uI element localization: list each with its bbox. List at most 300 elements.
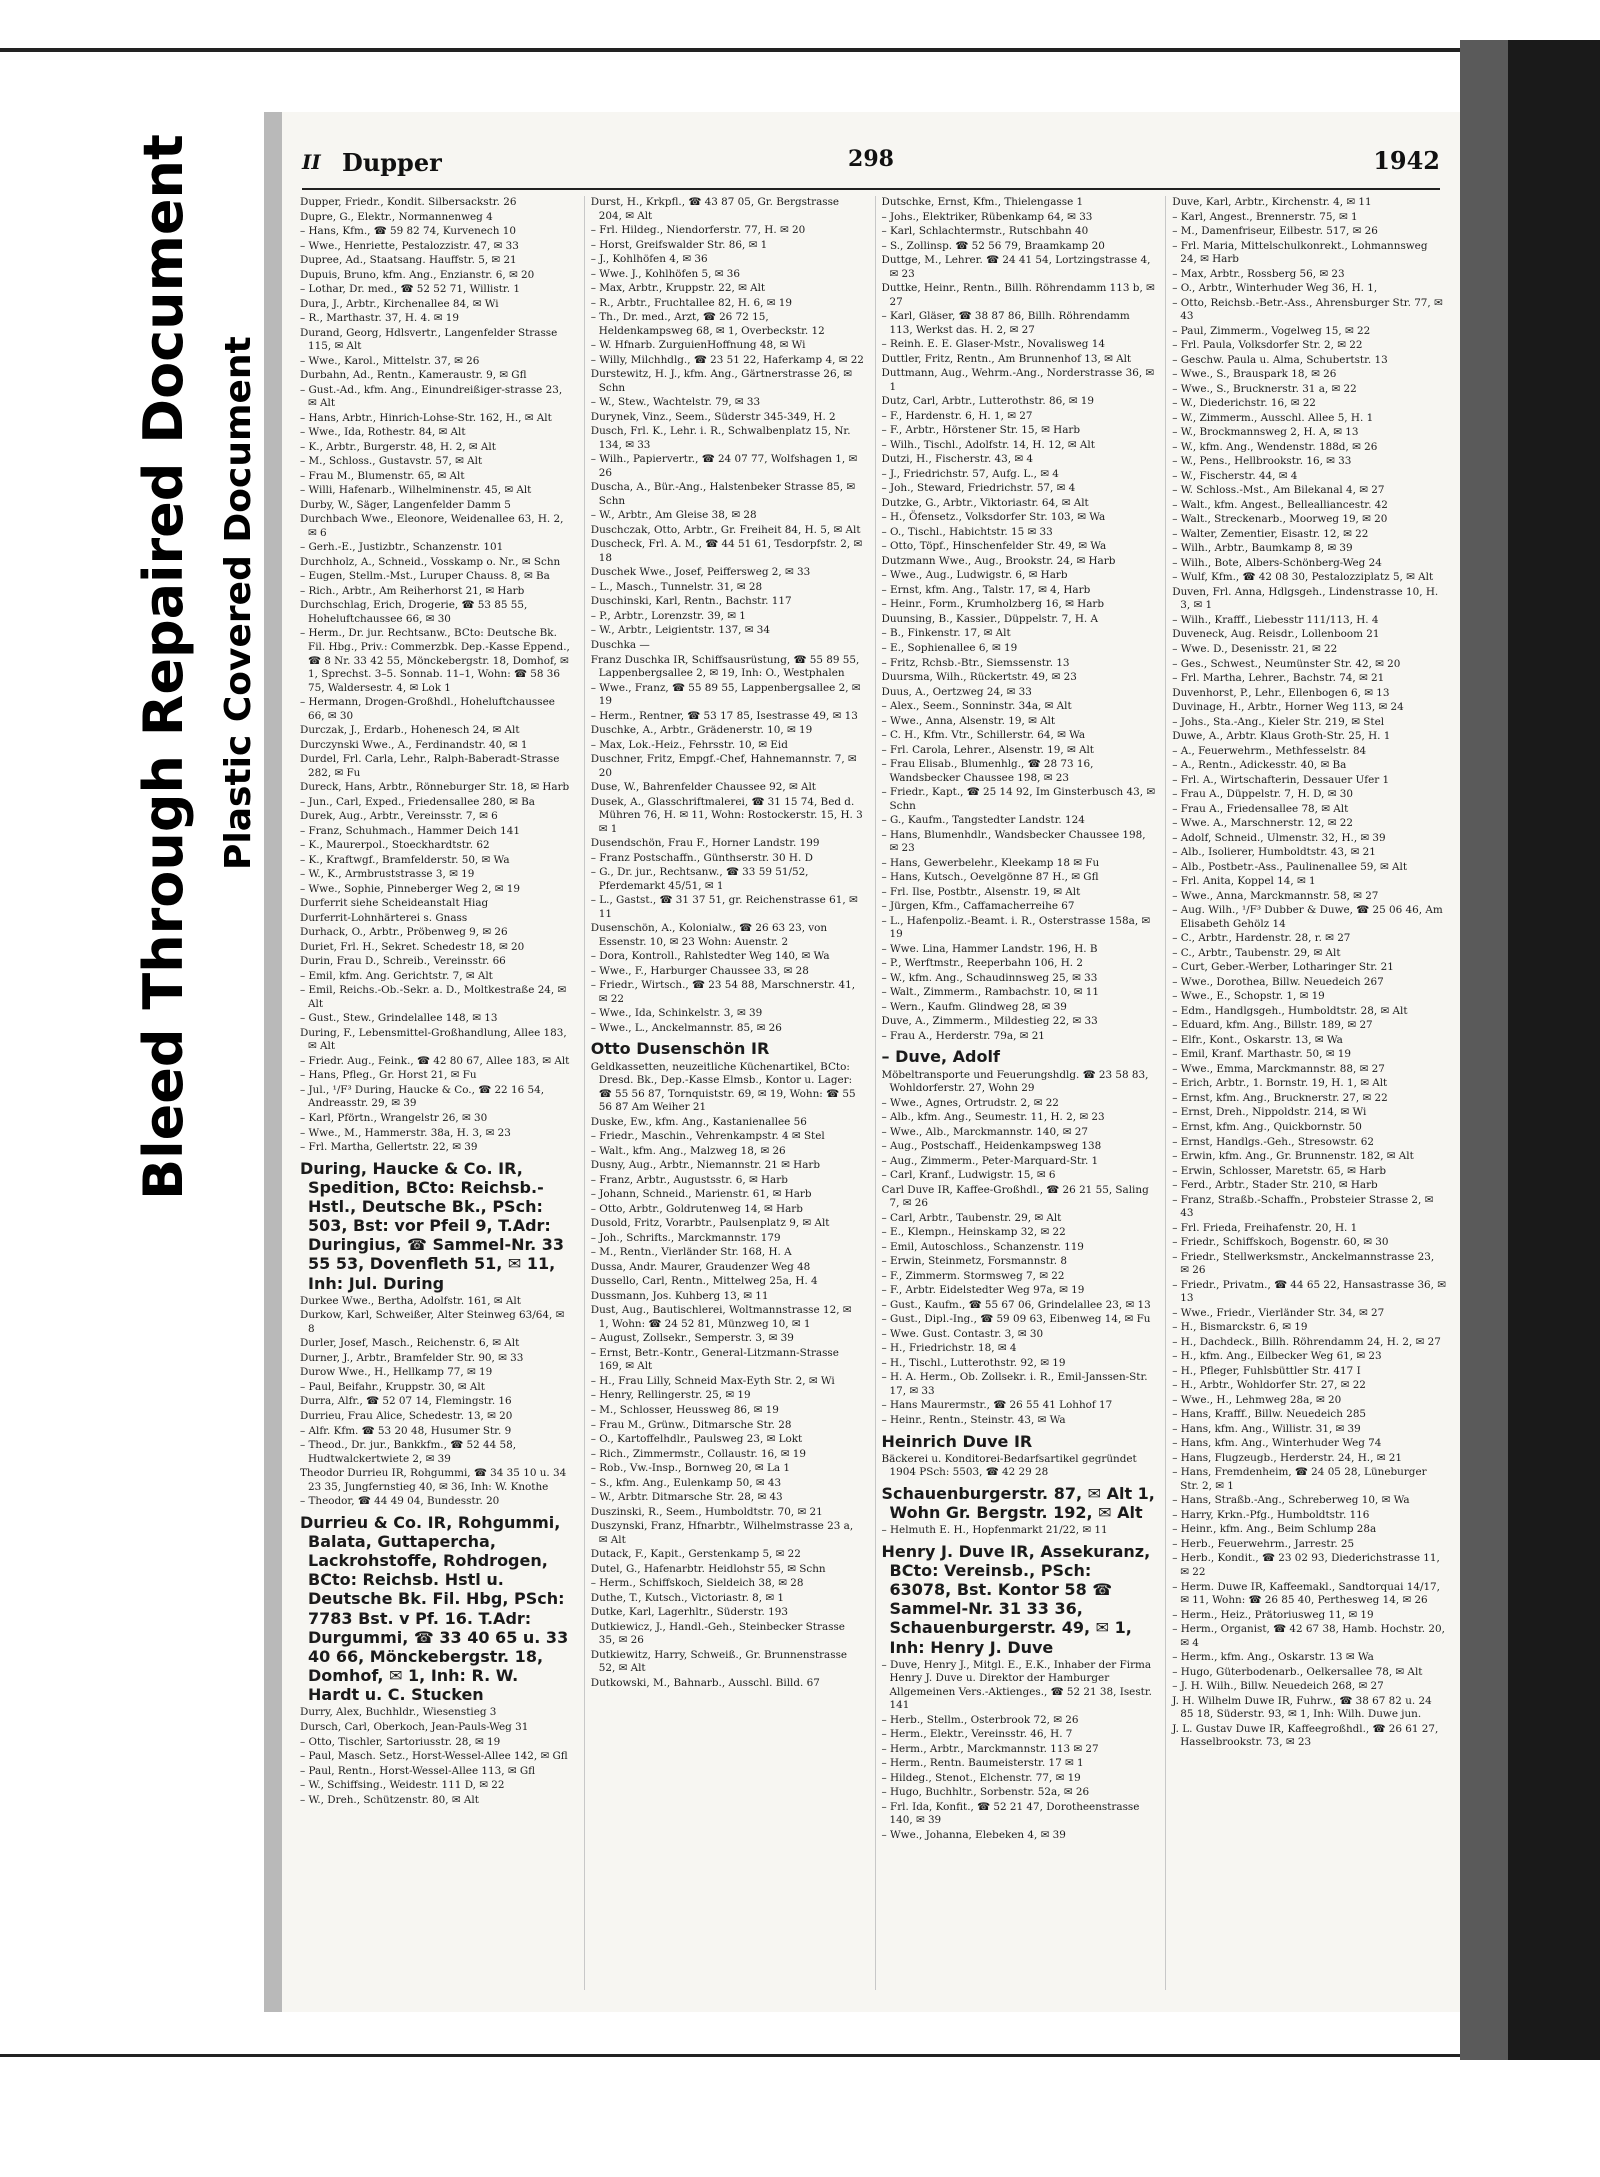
directory-entry: – Frl. Ilse, Postbtr., Alsenstr. 19, ✉ Alt xyxy=(881,885,1081,898)
directory-entry: Durferrit-Lohnhärterei s. Gnass xyxy=(300,911,468,924)
directory-entry: – Otto, Reichsb.-Betr.-Ass., Ahrensburger Str. 77, ✉ 43 xyxy=(1172,296,1443,323)
directory-entry: Dutkiewitz, Harry, Schweiß., Gr. Brunnenstrasse 52, ✉ Alt xyxy=(590,1648,848,1675)
directory-entry: Geldkassetten, neuzeitliche Küchenartikel, BCto: Dresd. Bk., Dep.-Kasse Elmsb., Kontor u. Lager: ☎ 55 56 87, Tornquiststr. 69, ✉ 19, Wohn: ☎ 55 56 87 Am Weiher 21 xyxy=(590,1060,856,1114)
directory-entry: Durchholz, A., Schneid., Vosskamp o. Nr., ✉ Schn xyxy=(300,555,561,568)
directory-entry: – K., Arbtr., Burgerstr. 48, H. 2, ✉ Alt xyxy=(300,440,496,453)
directory-entry: – Wwe., Dorothea, Billw. Neuedeich 267 xyxy=(1172,975,1384,988)
directory-entry: – W., Zimmerm., Ausschl. Allee 5, H. 1 xyxy=(1172,411,1374,424)
directory-entry: – Theodor, ☎ 44 49 04, Bundesstr. 20 xyxy=(300,1495,500,1508)
directory-entry: – Wwe., Johanna, Elebeken 4, ✉ 39 xyxy=(881,1828,1066,1841)
directory-entry: – Wwe., E., Schopstr. 1, ✉ 19 xyxy=(1172,990,1325,1003)
column-4 xyxy=(1165,196,1446,1990)
directory-entry: – Max, Arbtr., Kruppstr. 22, ✉ Alt xyxy=(590,282,766,295)
directory-entry: – O., Kartoffelhdlr., Paulsweg 23, ✉ Lokt xyxy=(590,1433,803,1446)
directory-entry: – W., Schiffsing., Weidestr. 111 D, ✉ 22 xyxy=(300,1779,505,1792)
directory-entry: – Hans, Fremdenheim, ☎ 24 05 28, Lüneburger Str. 2, ✉ 1 xyxy=(1172,1466,1427,1492)
directory-entry: – Frl. Ida, Konfit., ☎ 52 21 47, Dorotheenstrasse 140, ✉ 39 xyxy=(881,1800,1140,1827)
directory-columns xyxy=(300,196,1446,1990)
directory-entry: – H., Arbtr., Wohldorfer Str. 27, ✉ 22 xyxy=(1172,1379,1366,1392)
directory-entry: Dureck, Hans, Arbtr., Rönneburger Str. 18, ✉ Harb xyxy=(300,781,570,794)
directory-entry: Duvinage, H., Arbtr., Horner Weg 113, ✉ 24 xyxy=(1172,701,1404,714)
directory-entry: – Emil, kfm. Ang. Gerichtstr. 7, ✉ Alt xyxy=(300,969,493,982)
directory-entry: Durkee Wwe., Bertha, Adolfstr. 161, ✉ Alt xyxy=(300,1294,521,1307)
directory-entry: Duschinski, Karl, Rentn., Bachstr. 117 xyxy=(590,595,792,608)
directory-entry: Dura, J., Arbtr., Kirchenallee 84, ✉ Wi xyxy=(300,297,499,310)
directory-entry: – Eduard, kfm. Ang., Billstr. 189, ✉ 27 xyxy=(1172,1019,1373,1032)
document-page xyxy=(264,112,1460,2012)
directory-entry: – J., Friedrichstr. 57, Aufg. L., ✉ 4 xyxy=(881,467,1059,480)
directory-entry: – Karl, Gläser, ☎ 38 87 86, Billh. Röhrendamm 113, Werkst das. H. 2, ✉ 27 xyxy=(881,310,1130,336)
directory-entry: – Friedr. Aug., Feink., ☎ 42 80 67, Allee 183, ✉ Alt xyxy=(300,1054,570,1067)
directory-entry: Durra, Alfr., ☎ 52 07 14, Flemingstr. 16 xyxy=(300,1395,512,1408)
directory-entry: – Emil, Reichs.-Ob.-Sekr. a. D., Moltkestraße 24, ✉ Alt xyxy=(300,984,567,1010)
directory-entry: – Alb., kfm. Ang., Seumestr. 11, H. 2, ✉ 23 xyxy=(881,1111,1105,1124)
directory-entry: Dutack, F., Kapit., Gerstenkamp 5, ✉ 22 xyxy=(590,1548,801,1561)
directory-entry: – Adolf, Schneid., Ulmenstr. 32, H., ✉ 39 xyxy=(1172,831,1386,844)
directory-entry: – Wwe. A., Marschnerstr. 12, ✉ 22 xyxy=(1172,817,1353,830)
directory-entry: During, F., Lebensmittel-Großhandlung, Allee 183, ✉ Alt xyxy=(300,1026,567,1053)
directory-entry: – Frl. A., Wirtschafterin, Dessauer Ufer 1 xyxy=(1172,773,1390,786)
header-year: 1942 xyxy=(1373,146,1440,175)
page-header xyxy=(302,142,1440,182)
directory-entry: – Franz Postschaffn., Günthserstr. 30 H. D xyxy=(590,851,813,864)
directory-entry: – W., Stew., Wachtelstr. 79, ✉ 33 xyxy=(590,396,761,409)
directory-entry: Durchschlag, Erich, Drogerie, ☎ 53 85 55, Hoheluftchaussee 66, ✉ 30 xyxy=(300,599,528,625)
directory-entry: – H. A. Herm., Ob. Zollsekr. i. R., Emil-Janssen-Str. 17, ✉ 33 xyxy=(881,1371,1148,1397)
directory-entry: – Ferd., Arbtr., Stader Str. 210, ✉ Harb xyxy=(1172,1179,1378,1192)
directory-entry: Dutke, Karl, Lagerhltr., Süderstr. 193 xyxy=(590,1606,788,1619)
directory-entry: – Johs., Sta.-Ang., Kieler Str. 219, ✉ Stel xyxy=(1172,715,1385,728)
directory-entry: Dussmann, Jos. Kuhberg 13, ✉ 11 xyxy=(590,1289,769,1302)
directory-entry: – F., Zimmerm. Stormsweg 7, ✉ 22 xyxy=(881,1269,1065,1282)
directory-entry: – Ernst, Handlgs.-Geh., Stresowstr. 62 xyxy=(1172,1135,1374,1148)
directory-entry: – W., kfm. Ang., Schaudinnsweg 25, ✉ 33 xyxy=(881,971,1098,984)
directory-entry: Durkow, Karl, Schweißer, Alter Steinweg 63/64, ✉ 8 xyxy=(300,1309,565,1335)
directory-entry: – Otto, Tischler, Sartoriusstr. 28, ✉ 19 xyxy=(300,1735,501,1748)
directory-entry: – Rich., Arbtr., Am Reiherhorst 21, ✉ Harb xyxy=(300,584,525,597)
directory-entry: – Gerh.-E., Justizbtr., Schanzenstr. 101 xyxy=(300,541,504,554)
directory-entry: Duschka — xyxy=(590,638,650,651)
directory-entry: Durry, Alex, Buchhldr., Wiesenstieg 3 xyxy=(300,1706,497,1719)
directory-entry: – Aug., Zimmerm., Peter-Marquard-Str. 1 xyxy=(881,1154,1099,1167)
directory-entry: – Willi, Hafenarb., Wilhelminenstr. 45, ✉ Alt xyxy=(300,484,532,497)
directory-entry: – W., Dreh., Schützenstr. 80, ✉ Alt xyxy=(300,1793,479,1806)
directory-entry: Duriet, Frl. H., Sekret. Schedestr 18, ✉ 20 xyxy=(300,940,525,953)
directory-entry: – Max, Arbtr., Rossberg 56, ✉ 23 xyxy=(1172,267,1345,280)
directory-entry: Dusch, Frl. K., Lehr. i. R., Schwalbenplatz 15, Nr. 134, ✉ 33 xyxy=(590,425,851,451)
directory-entry: – Frau A., Friedensallee 78, ✉ Alt xyxy=(1172,802,1349,815)
directory-entry: – Herb., Kondit., ☎ 23 02 93, Diederichstrasse 11, ✉ 22 xyxy=(1172,1552,1440,1578)
directory-entry: – W., kfm. Ang., Wendenstr. 188d, ✉ 26 xyxy=(1172,440,1378,453)
directory-entry: – Herm., Heiz., Prätoriusweg 11, ✉ 19 xyxy=(1172,1608,1374,1621)
directory-entry: Duscha, A., Bür.-Ang., Halstenbeker Strasse 85, ✉ Schn xyxy=(590,481,856,507)
directory-entry: – Walt., Zimmerm., Rambachstr. 10, ✉ 11 xyxy=(881,986,1099,999)
directory-entry: Dutkiewicz, J., Handl.-Geh., Steinbecker Strasse 35, ✉ 26 xyxy=(590,1620,845,1647)
directory-entry: – Wwe., Ida, Schinkelstr. 3, ✉ 39 xyxy=(590,1007,763,1020)
directory-entry: Duschke, A., Arbtr., Grädenerstr. 10, ✉ 19 xyxy=(590,724,813,737)
directory-entry: – Franz, Arbtr., Augustsstr. 6, ✉ Harb xyxy=(590,1173,788,1186)
directory-entry: – H., Tischl., Lutterothstr. 92, ✉ 19 xyxy=(881,1356,1066,1369)
directory-entry: Duursma, Wilh., Rückertstr. 49, ✉ 23 xyxy=(881,671,1077,684)
directory-entry: – Wwe., Sophie, Pinneberger Weg 2, ✉ 19 xyxy=(300,882,520,895)
directory-entry: – W., Arbtr., Am Gleise 38, ✉ 28 xyxy=(590,509,757,522)
directory-entry: – Wwe., Franz, ☎ 55 89 55, Lappenbergsallee 2, ✉ 19 xyxy=(590,681,861,708)
directory-entry: Dusenschön, A., Kolonialw., ☎ 26 63 23, von Essenstr. 10, ✉ 23 Wohn: Auenstr. 2 xyxy=(590,922,828,948)
directory-entry: – Frl. Paula, Volksdorfer Str. 2, ✉ 22 xyxy=(1172,339,1363,352)
directory-entry: – Wwe., Ida, Rothestr. 84, ✉ Alt xyxy=(300,426,466,439)
directory-entry: – G., Dr. jur., Rechtsanw., ☎ 33 59 51/52, Pferdemarkt 45/51, ✉ 1 xyxy=(590,866,809,892)
directory-entry: – H., Pfleger, Fuhlsbüttler Str. 417 I xyxy=(1172,1364,1361,1377)
directory-entry: – W., Diederichstr. 16, ✉ 22 xyxy=(1172,397,1316,410)
directory-entry: – Wwe., Anna, Alsenstr. 19, ✉ Alt xyxy=(881,714,1056,727)
directory-entry: – Gust.-Ad., kfm. Ang., Einundreißiger-strasse 23, ✉ Alt xyxy=(300,383,563,410)
directory-entry: Dutzmann Wwe., Aug., Brookstr. 24, ✉ Harb xyxy=(881,554,1116,567)
directory-entry: Duttke, Heinr., Rentn., Billh. Röhrendamm 113 b, ✉ 27 xyxy=(881,282,1155,308)
directory-entry: – Joh., Schrifts., Marckmannstr. 179 xyxy=(590,1231,781,1244)
directory-entry: – Th., Dr. med., Arzt, ☎ 26 72 15, Heldenkampsweg 68, ✉ 1, Overbeckstr. 12 xyxy=(590,311,825,337)
directory-entry: – Alb., Isolierer, Humboldtstr. 43, ✉ 21 xyxy=(1172,846,1376,859)
directory-entry: – W., Pens., Hellbrookstr. 16, ✉ 33 xyxy=(1172,455,1352,468)
directory-entry: – Frl. Anita, Koppel 14, ✉ 1 xyxy=(1172,875,1316,888)
directory-entry: – W., Brockmannsweg 2, H. A, ✉ 13 xyxy=(1172,426,1359,439)
directory-entry: – Wwe., Anna, Marckmannstr. 58, ✉ 27 xyxy=(1172,889,1379,902)
directory-entry: – Emil, Autoschloss., Schanzenstr. 119 xyxy=(881,1240,1084,1253)
directory-entry: Durhack, O., Arbtr., Pröbenweg 9, ✉ 26 xyxy=(300,926,508,939)
directory-entry: – Frau Elisab., Blumenhlg., ☎ 28 73 16, Wandsbecker Chaussee 198, ✉ 23 xyxy=(881,758,1094,784)
directory-entry: – Hans, Kfm., ☎ 59 82 74, Kurvenech 10 xyxy=(300,225,516,238)
directory-entry: – H., Frau Lilly, Schneid Max-Eyth Str. 2, ✉ Wi xyxy=(590,1374,835,1387)
directory-entry: – Walter, Zementier, Eisastr. 12, ✉ 22 xyxy=(1172,527,1369,540)
directory-entry: – G., Kaufm., Tangstedter Landstr. 124 xyxy=(881,814,1085,827)
directory-entry: Durstewitz, H. J., kfm. Ang., Gärtnerstrasse 26, ✉ Schn xyxy=(590,368,852,394)
directory-entry: – Aug. Wilh., ¹/F³ Dubber & Duwe, ☎ 25 06 46, Am Elisabeth Gehölz 14 xyxy=(1172,904,1443,930)
column-3 xyxy=(875,196,1156,1990)
directory-entry: – Wwe. Gust. Contastr. 3, ✉ 30 xyxy=(881,1327,1044,1340)
directory-entry: Durchbach Wwe., Eleonore, Weidenallee 63, H. 2, ✉ 6 xyxy=(300,513,564,539)
column-1 xyxy=(300,196,574,1990)
directory-entry: – O., Arbtr., Winterhuder Weg 36, H. 1, xyxy=(1172,282,1378,295)
directory-entry: Dutkowski, M., Bahnarb., Ausschl. Billd. 67 xyxy=(590,1676,820,1689)
page-number: 298 xyxy=(848,146,894,172)
directory-entry: – Jun., Carl, Exped., Friedensallee 280, ✉ Ba xyxy=(300,795,535,808)
directory-entry: Duschner, Fritz, Empgf.-Chef, Hahnemannstr. 7, ✉ 20 xyxy=(590,753,857,779)
directory-entry: Duveneck, Aug. Reisdr., Lollenboom 21 xyxy=(1172,628,1380,641)
directory-entry: – Eugen, Stellm.-Mst., Luruper Chauss. 8, ✉ Ba xyxy=(300,570,550,583)
directory-entry: Dusek, A., Glasschriftmalerei, ☎ 31 15 74, Bed d. Mühren 76, H. ✉ 11, Wohn: Rostockerstr. 15, H. 3 ✉ 1 xyxy=(590,795,863,835)
directory-entry: Duven, Frl. Anna, Hdlgsgeh., Lindenstrasse 10, H. 3, ✉ 1 xyxy=(1172,585,1439,612)
directory-entry: – W., Arbtr., Leigientstr. 137, ✉ 34 xyxy=(590,624,771,637)
directory-entry: Dupuis, Bruno, kfm. Ang., Enzianstr. 6, ✉ 20 xyxy=(300,268,535,281)
directory-entry: Duvenhorst, P., Lehr., Ellenbogen 6, ✉ 13 xyxy=(1172,686,1390,699)
directory-entry: Dupper, Friedr., Kondit. Silbersackstr. 26 xyxy=(300,196,517,208)
directory-entry: Duscheck, Frl. A. M., ☎ 44 51 61, Tesdorpfstr. 2, ✉ 18 xyxy=(590,538,863,564)
directory-entry: Bäckerei u. Konditorei-Bedarfsartikel gegründet 1904 PSch: 5503, ☎ 42 29 28 xyxy=(881,1452,1137,1479)
directory-entry: – Frau M., Blumenstr. 65, ✉ Alt xyxy=(300,469,465,482)
directory-entry: – Alb., Postbetr.-Ass., Paulinenallee 59, ✉ Alt xyxy=(1172,860,1408,873)
directory-entry: – Hans, Kutsch., Oevelgönne 87 H., ✉ Gfl xyxy=(881,871,1099,884)
directory-entry: – Jürgen, Kfm., Caffamacherreihe 67 xyxy=(881,900,1075,913)
directory-entry: – Wwe., L., Anckelmannstr. 85, ✉ 26 xyxy=(590,1021,782,1034)
directory-entry: – Wwe., Emma, Marckmannstr. 88, ✉ 27 xyxy=(1172,1062,1385,1075)
scanner-border-shadow xyxy=(1460,40,1508,2060)
directory-entry: – B., Finkenstr. 17, ✉ Alt xyxy=(881,627,1011,640)
directory-entry: – Paul, Zimmerm., Vogelweg 15, ✉ 22 xyxy=(1172,324,1371,337)
directory-entry: – Wwe., H., Lehmweg 28a, ✉ 20 xyxy=(1172,1393,1342,1406)
directory-entry: Duschek Wwe., Josef, Peiffersweg 2, ✉ 33 xyxy=(590,566,811,579)
directory-entry: Duschczak, Otto, Arbtr., Gr. Freiheit 84, H. 5, ✉ Alt xyxy=(590,523,861,536)
directory-entry: – K., Maurerpol., Stoeckhardtstr. 62 xyxy=(300,839,490,852)
directory-entry: – Alfr. Kfm. ☎ 53 20 48, Husumer Str. 9 xyxy=(300,1424,512,1437)
directory-entry: – Herb., Stellm., Osterbrook 72, ✉ 26 xyxy=(881,1713,1079,1726)
directory-entry: – Frau A., Düppelstr. 7, H. D, ✉ 30 xyxy=(1172,788,1353,801)
directory-entry: Theodor Durrieu IR, Rohgummi, ☎ 34 35 10 u. 34 23 35, Jungfernstieg 40, ✉ 36, Inh: W. Knothe xyxy=(300,1467,567,1493)
directory-entry: – R., Arbtr., Fruchtallee 82, H. 6, ✉ 19 xyxy=(590,296,792,309)
directory-entry: – Geschw. Paula u. Alma, Schubertstr. 13 xyxy=(1172,353,1388,366)
directory-entry: – Wulf, Kfm., ☎ 42 08 30, Pestalozziplatz 5, ✉ Alt xyxy=(1172,571,1434,584)
directory-entry: – Frau M., Grünw., Ditmarsche Str. 28 xyxy=(590,1418,792,1431)
directory-entry: – H., kfm. Ang., Eilbecker Weg 61, ✉ 23 xyxy=(1172,1350,1382,1363)
directory-entry: – Emil, Kranf. Marthastr. 50, ✉ 19 xyxy=(1172,1048,1351,1061)
directory-entry: Durdel, Frl. Carla, Lehr., Ralph-Baberadt-Strasse 282, ✉ Fu xyxy=(300,753,560,779)
directory-entry: – Wwe. Lina, Hammer Landstr. 196, H. B xyxy=(881,942,1098,955)
directory-entry: – W., K., Armbruststrasse 3, ✉ 19 xyxy=(300,868,475,881)
directory-entry: – Hans, Straßb.-Ang., Schreberweg 10, ✉ Wa xyxy=(1172,1494,1410,1507)
header-rule xyxy=(302,188,1440,190)
directory-entry: Durow Wwe., H., Hellkamp 77, ✉ 19 xyxy=(300,1366,493,1379)
directory-entry: – Otto, Töpf., Hinschenfelder Str. 49, ✉ Wa xyxy=(881,540,1107,553)
directory-entry: Duszynski, Franz, Hfnarbtr., Wilhelmstrasse 23 a, ✉ Alt xyxy=(590,1520,854,1546)
directory-entry: – Erwin, Schlosser, Maretstr. 65, ✉ Harb xyxy=(1172,1164,1387,1177)
directory-entry: – Gust., Kaufm., ☎ 55 67 06, Grindelallee 23, ✉ 13 xyxy=(881,1298,1151,1311)
directory-entry: – Curt, Geber.-Werber, Lotharinger Str. 21 xyxy=(1172,961,1394,974)
directory-entry: – Frl. Carola, Lehrer., Alsenstr. 19, ✉ Alt xyxy=(881,743,1094,756)
directory-entry: Dutel, G., Hafenarbtr. Heidlohstr 55, ✉ Schn xyxy=(590,1562,826,1575)
directory-entry: – Walt., Streckenarb., Moorweg 19, ✉ 20 xyxy=(1172,513,1388,526)
directory-entry: – Wwe., F., Harburger Chaussee 33, ✉ 28 xyxy=(590,964,809,977)
directory-entry: – L., Gastst., ☎ 31 37 51, gr. Reichenstrasse 61, ✉ 11 xyxy=(590,894,858,920)
directory-entry: – C., Arbtr., Hardenstr. 28, r. ✉ 27 xyxy=(1172,932,1351,945)
directory-entry: – Erwin, Steinmetz, Forsmannstr. 8 xyxy=(881,1255,1067,1268)
directory-entry: – Wwe., S., Brucknerstr. 31 a, ✉ 22 xyxy=(1172,382,1357,395)
directory-entry: – Harry, Krkn.-Pfg., Humboldtstr. 116 xyxy=(1172,1508,1370,1521)
directory-entry: Möbeltransporte und Feuerungshdlg. ☎ 23 58 83, Wohldorferstr. 27, Wohn 29 xyxy=(881,1068,1149,1095)
directory-entry: – Wilh., Krafff., Liebesstr 111/113, H. 4 xyxy=(1172,613,1379,626)
directory-entry: – Wern., Kaufm. Glindweg 28, ✉ 39 xyxy=(881,1000,1067,1013)
directory-entry: Dutzi, H., Fischerstr. 43, ✉ 4 xyxy=(881,453,1033,466)
directory-entry: – Lothar, Dr. med., ☎ 52 52 71, Willistr. 1 xyxy=(300,283,520,296)
directory-entry: Dusold, Fritz, Vorarbtr., Paulsenplatz 9, ✉ Alt xyxy=(590,1217,830,1230)
directory-entry: – Wilh., Arbtr., Baumkamp 8, ✉ 39 xyxy=(1172,542,1353,555)
directory-entry: – A., Rentn., Adickesstr. 40, ✉ Ba xyxy=(1172,759,1347,772)
directory-entry: – Max, Lok.-Heiz., Fehrsstr. 10, ✉ Eid xyxy=(590,738,788,751)
directory-entry: – P., Werftmstr., Reeperbahn 106, H. 2 xyxy=(881,957,1083,970)
directory-entry: – H., Bismarckstr. 6, ✉ 19 xyxy=(1172,1321,1308,1334)
directory-entry: – Joh., Steward, Friedrichstr. 57, ✉ 4 xyxy=(881,482,1076,495)
directory-entry: – Herm., Organist, ☎ 42 67 38, Hamb. Hochstr. 20, ✉ 4 xyxy=(1172,1623,1445,1649)
directory-entry: – Hans, kfm. Ang., Winterhuder Weg 74 xyxy=(1172,1437,1382,1450)
page-surface xyxy=(282,112,1460,2012)
directory-entry: – Hans, Flugzeugb., Herderstr. 24, H., ✉ 21 xyxy=(1172,1451,1402,1464)
directory-entry: – P., Arbtr., Lorenzstr. 39, ✉ 1 xyxy=(590,609,746,622)
directory-entry: – Erwin, kfm. Ang., Gr. Brunnenstr. 182, ✉ Alt xyxy=(1172,1150,1414,1163)
directory-entry: – Willy, Milchhdlg., ☎ 23 51 22, Haferkamp 4, ✉ 22 xyxy=(590,353,864,366)
directory-entry: Dutz, Carl, Arbtr., Lutterothstr. 86, ✉ 19 xyxy=(881,395,1095,408)
directory-entry: – Wilh., Papiervertr., ☎ 24 07 77, Wolfshagen 1, ✉ 26 xyxy=(590,453,858,479)
directory-entry: – Paul, Masch. Setz., Horst-Wessel-Allee 142, ✉ Gfl xyxy=(300,1750,568,1763)
directory-entry: – Herm., Dr. jur. Rechtsanw., BCto: Deutsche Bk. Fil. Hbg., Priv.: Commerzbk. Dep.-Kasse Eppend., ☎ 8 Nr. 33 42 55, Mönckebergstr. 18, Domhof, ✉ 1, Sprechst. 3–5. Sonnab. 11–1, Wohn: ☎ 58 36 75, Waldersestr. 4, ✉ Lok 1 xyxy=(300,627,570,694)
directory-entry: Durek, Aug., Arbtr., Vereinsstr. 7, ✉ 6 xyxy=(300,810,498,823)
directory-entry: – Frl. Martha, Lehrer., Bachstr. 74, ✉ 21 xyxy=(1172,672,1385,685)
directory-entry: – W., Arbtr. Ditmarsche Str. 28, ✉ 43 xyxy=(590,1491,783,1504)
directory-entry: – Wwe., S., Brauspark 18, ✉ 26 xyxy=(1172,368,1337,381)
directory-entry: – Karl, Pförtn., Wrangelstr 26, ✉ 30 xyxy=(300,1112,488,1124)
directory-entry: Dursch, Carl, Oberkoch, Jean-Pauls-Weg 31 xyxy=(300,1720,529,1733)
directory-entry: – Friedr., Schiffskoch, Bogenstr. 60, ✉ 30 xyxy=(1172,1236,1389,1249)
directory-entry: – Franz, Straßb.-Schaffn., Probsteier Strasse 2, ✉ 43 xyxy=(1172,1193,1434,1220)
directory-entry: – Frl. Martha, Gellertstr. 22, ✉ 39 xyxy=(300,1141,478,1154)
directory-entry: Duszinski, R., Seem., Humboldtstr. 70, ✉ 21 xyxy=(590,1505,823,1518)
directory-entry: – Gust., Stew., Grindelallee 148, ✉ 13 xyxy=(300,1012,498,1025)
directory-entry: – Edm., Handlgsgeh., Humboldtstr. 28, ✉ Alt xyxy=(1172,1004,1408,1017)
directory-entry: – Heinr., kfm. Ang., Beim Schlump 28a xyxy=(1172,1523,1377,1536)
directory-entry: – Hans, Blumenhdlr., Wandsbecker Chaussee 198, ✉ 23 xyxy=(881,828,1146,855)
directory-entry: – Hans Maurermstr., ☎ 26 55 41 Lohhof 17 xyxy=(881,1399,1113,1412)
directory-entry: Durbahn, Ad., Rentn., Kameraustr. 9, ✉ Gfl xyxy=(300,369,527,382)
directory-entry: – Paul, Rentn., Horst-Wessel-Allee 113, ✉ Gfl xyxy=(300,1764,536,1777)
directory-entry: – M., Schlosser, Heussweg 86, ✉ 19 xyxy=(590,1403,779,1416)
directory-heading-entry: During, Haucke & Co. IR, Spedition, BCto: Reichsb.-Hstl., Deutsche Bk., PSch: 503, Bst: vor Pfeil 9, T.Adr: Duringius, ☎ Sammel-Nr. 33 55 53, Dovenfleth 51, ✉ 11, Inh: Jul. During xyxy=(300,1158,564,1293)
directory-entry: – Rob., Vw.-Insp., Bornweg 20, ✉ La 1 xyxy=(590,1462,790,1475)
directory-entry: – Rich., Zimmermstr., Collaustr. 16, ✉ 19 xyxy=(590,1447,807,1460)
scan-top-edge xyxy=(0,48,1600,52)
directory-entry: – Wilh., Tischl., Adolfstr. 14, H. 12, ✉ Alt xyxy=(881,438,1095,451)
directory-entry: Durrieu, Frau Alice, Schedestr. 13, ✉ 20 xyxy=(300,1409,513,1422)
directory-entry: J. L. Gustav Duwe IR, Kaffeegroßhdl., ☎ 26 61 27, Hasselbrookstr. 73, ✉ 23 xyxy=(1172,1722,1439,1749)
directory-entry: – Jul., ¹/F³ During, Haucke & Co., ☎ 22 16 54, Andreasstr. 29, ✉ 39 xyxy=(300,1083,545,1110)
directory-entry: – Ges., Schwest., Neumünster Str. 42, ✉ 20 xyxy=(1172,657,1401,670)
directory-entry: Durin, Frau D., Schreib., Vereinsstr. 66 xyxy=(300,955,506,968)
directory-entry: – W. Hfnarb. ZurguienHoffnung 48, ✉ Wi xyxy=(590,339,806,352)
label-bleed-through: Bleed Through xyxy=(132,755,195,1200)
directory-entry: – Wwe., M., Hammerstr. 38a, H. 3, ✉ 23 xyxy=(300,1126,511,1139)
directory-entry: – Hildeg., Stenot., Elchenstr. 77, ✉ 19 xyxy=(881,1771,1081,1784)
directory-entry: Duttge, M., Lehrer. ☎ 24 41 54, Lortzingstrasse 4, ✉ 23 xyxy=(881,254,1151,280)
directory-entry: Dussa, Andr. Maurer, Graudenzer Weg 48 xyxy=(590,1260,811,1273)
directory-entry: – Wwe., Agnes, Ortrudstr. 2, ✉ 22 xyxy=(881,1096,1059,1109)
directory-entry: – H., Friedrichstr. 18, ✉ 4 xyxy=(881,1342,1017,1355)
directory-entry: – Frl. Maria, Mittelschulkonrekt., Lohmannsweg 24, ✉ Harb xyxy=(1172,239,1428,266)
directory-entry: – Wwe., Alb., Marckmannstr. 140, ✉ 27 xyxy=(881,1125,1088,1138)
directory-entry: – August, Zollsekr., Semperstr. 3, ✉ 39 xyxy=(590,1332,794,1345)
column-2 xyxy=(584,196,865,1990)
directory-entry: – M., Schloss., Gustavstr. 57, ✉ Alt xyxy=(300,455,483,468)
directory-entry: – Herm., kfm. Ang., Oskarstr. 13 ✉ Wa xyxy=(1172,1651,1374,1664)
directory-heading-entry: Heinrich Duve IR xyxy=(881,1431,1033,1451)
directory-entry: – Heinr., Form., Krumholzberg 16, ✉ Harb xyxy=(881,598,1105,611)
directory-heading-entry: – Duve, Adolf xyxy=(881,1047,1000,1067)
directory-entry: – Gust., Dipl.-Ing., ☎ 59 09 63, Eibenweg 14, ✉ Fu xyxy=(881,1313,1151,1326)
running-title: Dupper xyxy=(342,148,442,177)
directory-entry: Duthe, T., Kutsch., Victoriastr. 8, ✉ 1 xyxy=(590,1591,785,1604)
directory-entry: – F., Hardenstr. 6, H. 1, ✉ 27 xyxy=(881,409,1033,422)
directory-entry: – Friedr., Maschin., Vehrenkampstr. 4 ✉ Stel xyxy=(590,1130,825,1143)
directory-entry: Durler, Josef, Masch., Reichenstr. 6, ✉ Alt xyxy=(300,1337,520,1350)
directory-entry: – Wwe., Henriette, Pestalozzistr. 47, ✉ 33 xyxy=(300,239,519,252)
directory-entry: – E., Klempn., Heinskamp 32, ✉ 22 xyxy=(881,1226,1066,1239)
directory-entry: – Wwe., Karol., Mittelstr. 37, ✉ 26 xyxy=(300,354,480,367)
directory-entry: – L., Masch., Tunnelstr. 31, ✉ 28 xyxy=(590,580,763,593)
directory-entry: Duttmann, Aug., Wehrm.-Ang., Norderstrasse 36, ✉ 1 xyxy=(881,367,1155,393)
directory-entry: – Hans, Pfleg., Gr. Horst 21, ✉ Fu xyxy=(300,1069,477,1082)
label-plastic-covered: Plastic Covered Document xyxy=(218,336,259,870)
directory-entry: – Johann, Schneid., Marienstr. 61, ✉ Harb xyxy=(590,1188,812,1201)
directory-entry: Franz Duschka IR, Schiffsausrüstung, ☎ 55 89 55, Lappenbergsallee 2, ✉ 19, Inh: O., Westphalen xyxy=(590,653,860,680)
directory-entry: Duse, W., Bahrenfelder Chaussee 92, ✉ Alt xyxy=(590,781,816,794)
directory-entry: Durner, J., Arbtr., Bramfelder Str. 90, ✉ 33 xyxy=(300,1351,524,1364)
directory-entry: Durby, W., Säger, Langenfelder Damm 5 xyxy=(300,498,511,511)
directory-entry: – Ernst, kfm. Ang., Quickbornstr. 50 xyxy=(1172,1121,1362,1133)
directory-entry: – Herm., Rentn. Baumeisterstr. 17 ✉ 1 xyxy=(881,1757,1084,1770)
directory-entry: – Frl. Frieda, Freihafenstr. 20, H. 1 xyxy=(1172,1221,1358,1234)
directory-entry: – Friedr., Kapt., ☎ 25 14 92, Im Ginsterbusch 43, ✉ Schn xyxy=(881,786,1156,812)
directory-entry: – W. Schloss.-Mst., Am Bilekanal 4, ✉ 27 xyxy=(1172,484,1385,497)
directory-entry: – Herb., Feuerwehrm., Jarrestr. 25 xyxy=(1172,1537,1355,1550)
directory-entry: Duve, Karl, Arbtr., Kirchenstr. 4, ✉ 11 xyxy=(1172,196,1372,208)
directory-entry: Durczynski Wwe., A., Ferdinandstr. 40, ✉ 1 xyxy=(300,738,528,751)
directory-entry: – Herm., Elektr., Vereinsstr. 46, H. 7 xyxy=(881,1728,1073,1741)
directory-entry: – Walt., kfm. Angest., Bellealliancestr. 42 xyxy=(1172,498,1388,511)
directory-entry: – Otto, Arbtr., Goldrutenweg 14, ✉ Harb xyxy=(590,1202,803,1215)
directory-entry: Durferrit siehe Scheideanstalt Hiag xyxy=(300,897,489,910)
directory-entry: – Alex., Seem., Sonninstr. 34a, ✉ Alt xyxy=(881,700,1072,713)
directory-entry: – Ernst, kfm. Ang., Brucknerstr. 27, ✉ 22 xyxy=(1172,1091,1388,1104)
directory-entry: – Hans, Krafff., Billw. Neuedeich 285 xyxy=(1172,1408,1367,1421)
directory-entry: – Wwe. J., Kohlhöfen 5, ✉ 36 xyxy=(590,267,740,280)
directory-entry: – Duve, Henry J., Mitgl. E., E.K., Inhaber der Firma Henry J. Duve u. Direktor der Hamburger Allgemeinen Vers.-Aktienges., ☎ 52 21 38, Isestr. 141 xyxy=(881,1658,1152,1712)
directory-entry: – Ernst, kfm. Ang., Talstr. 17, ✉ 4, Harb xyxy=(881,583,1091,596)
directory-entry: – A., Feuerwehrm., Methfesselstr. 84 xyxy=(1172,744,1367,757)
directory-entry: – F., Arbtr. Eidelstedter Weg 97a, ✉ 19 xyxy=(881,1284,1085,1297)
directory-entry: Duske, Ew., kfm. Ang., Kastanienallee 56 xyxy=(590,1115,807,1128)
directory-entry: – Dora, Kontroll., Rahlstedter Weg 140, ✉ Wa xyxy=(590,950,830,963)
directory-entry: Dusny, Aug., Arbtr., Niemannstr. 21 ✉ Harb xyxy=(590,1159,821,1172)
directory-entry: – Herm., Schiffskoch, Sieldeich 38, ✉ 28 xyxy=(590,1577,804,1590)
directory-entry: – F., Arbtr., Hörstener Str. 15, ✉ Harb xyxy=(881,424,1081,437)
directory-entry: – H., Öfensetz., Volksdorfer Str. 103, ✉ Wa xyxy=(881,511,1106,524)
directory-entry: – Franz, Schuhmach., Hammer Deich 141 xyxy=(300,824,520,837)
directory-entry: – Henry, Rellingerstr. 25, ✉ 19 xyxy=(590,1389,751,1402)
directory-entry: – Hermann, Drogen-Großhdl., Hoheluftchaussee 66, ✉ 30 xyxy=(300,696,555,722)
directory-entry: – Hans, Gewerbelehr., Kleekamp 18 ✉ Fu xyxy=(881,856,1100,869)
directory-entry: – C. H., Kfm. Vtr., Schillerstr. 64, ✉ Wa xyxy=(881,729,1086,742)
scan-bottom-edge xyxy=(0,2054,1600,2057)
directory-entry: – S., kfm. Ang., Eulenkamp 50, ✉ 43 xyxy=(590,1476,782,1489)
directory-entry: – H., Dachdeck., Billh. Röhrendamm 24, H. 2, ✉ 27 xyxy=(1172,1335,1441,1348)
directory-entry: – Friedr., Privatm., ☎ 44 65 22, Hansastrasse 36, ✉ 13 xyxy=(1172,1278,1446,1305)
directory-entry: – Frl. Hildeg., Niendorferstr. 77, H. ✉ 20 xyxy=(590,224,806,237)
directory-entry: Durst, H., Krkpfl., ☎ 43 87 05, Gr. Bergstrasse 204, ✉ Alt xyxy=(590,196,840,222)
directory-entry: – Erich, Arbtr., 1. Bornstr. 19, H. 1, ✉ Alt xyxy=(1172,1077,1388,1090)
directory-entry: – Karl, Angest., Brennerstr. 75, ✉ 1 xyxy=(1172,210,1358,223)
directory-entry: – Frau A., Herderstr. 79a, ✉ 21 xyxy=(881,1029,1045,1042)
directory-entry: – W., Fischerstr. 44, ✉ 4 xyxy=(1172,469,1298,482)
directory-heading-entry: Durrieu & Co. IR, Rohgummi, Balata, Guttapercha, Lackrohstoffe, Rohdrogen, BCto: Reichsb. Hstl u. Deutsche Bk. Fil. Hbg, PSch: 7783 Bst. v Pf. 16. T.Adr: Durgummi, ☎ 33 40 65 u. 33 40 66, Mönckebergstr. 18, Domhof, ✉ 1, Inh: R. W. Hardt u. C. Stucken xyxy=(300,1512,569,1705)
directory-entry: – Helmuth E. H., Hopfenmarkt 21/22, ✉ 11 xyxy=(881,1524,1108,1537)
directory-entry: – O., Tischl., Habichtstr. 15 ✉ 33 xyxy=(881,525,1053,538)
directory-entry: Duttler, Fritz, Rentn., Am Brunnenhof 13, ✉ Alt xyxy=(881,352,1132,365)
directory-entry: – Elfr., Kont., Oskarstr. 13, ✉ Wa xyxy=(1172,1033,1343,1046)
directory-entry: – M., Rentn., Vierländer Str. 168, H. A xyxy=(590,1246,792,1259)
